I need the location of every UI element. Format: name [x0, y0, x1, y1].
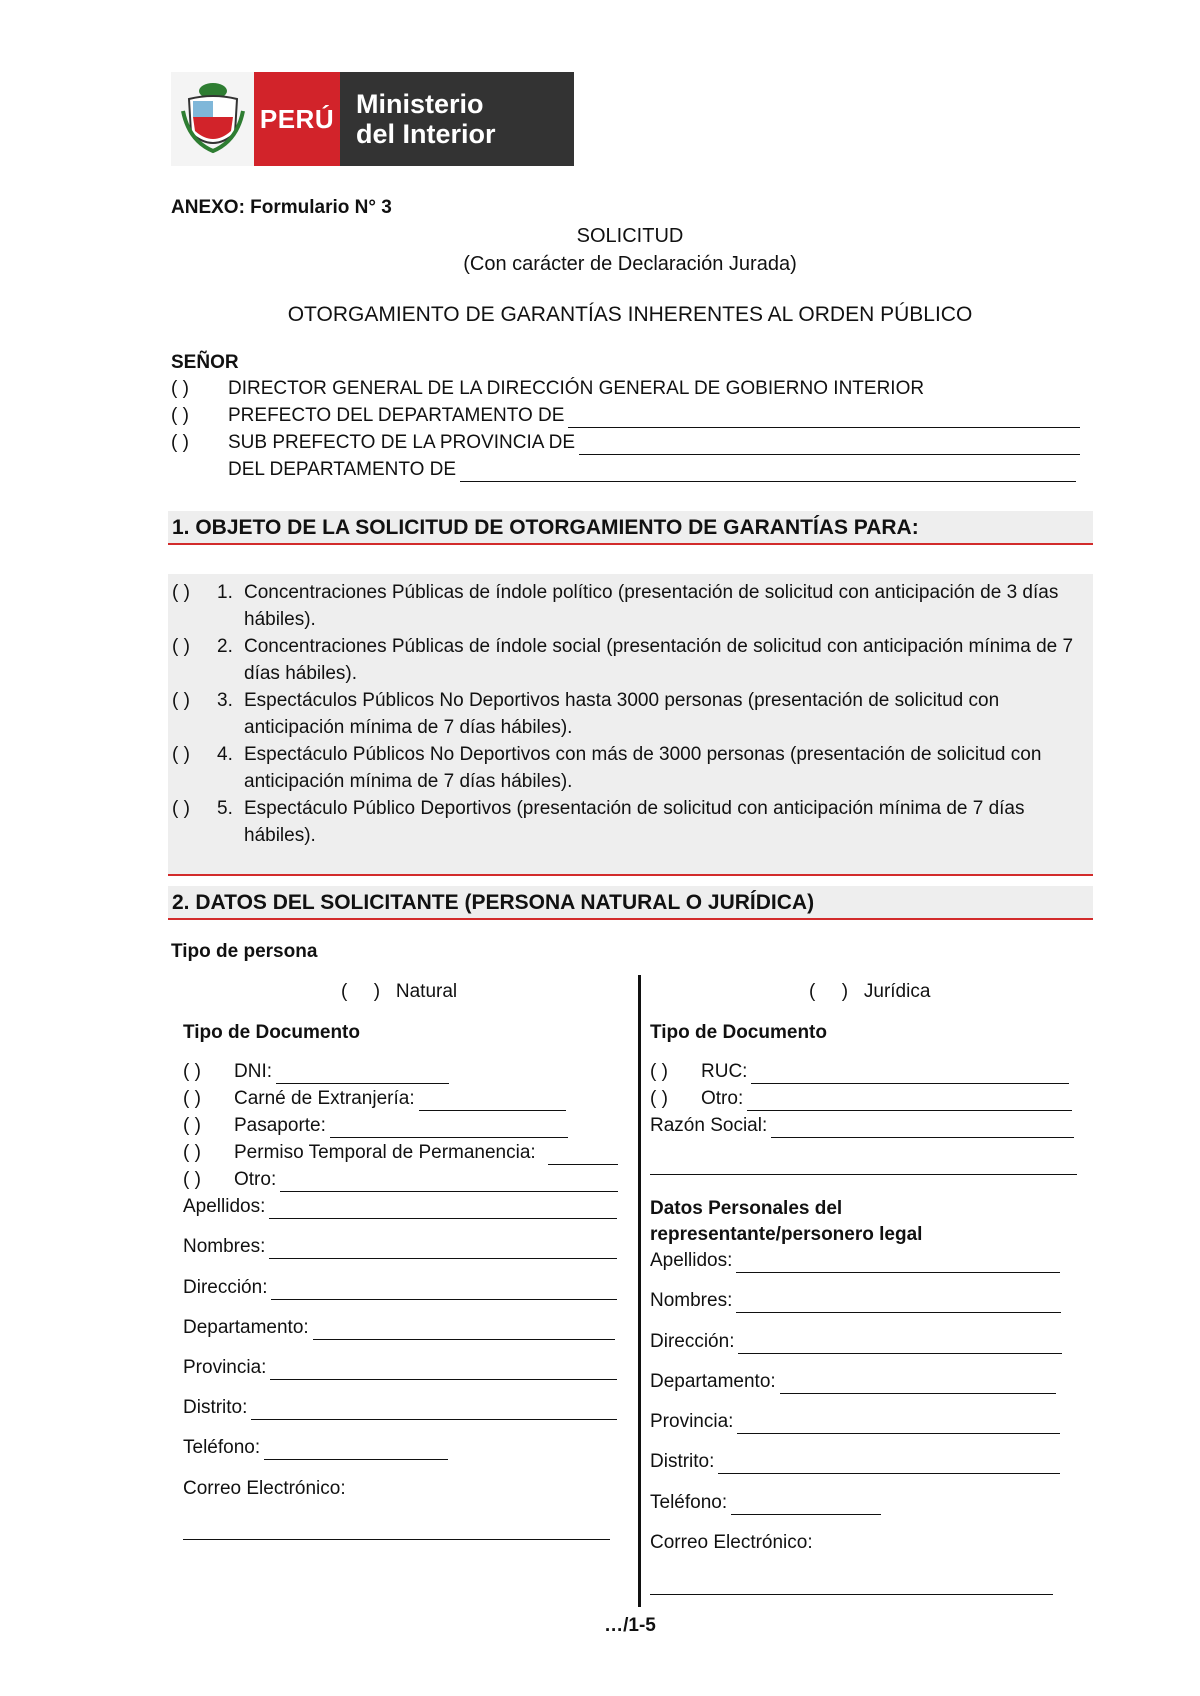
item-checkbox[interactable]: ( ) [172, 582, 190, 603]
direccion-natural-field[interactable] [183, 1276, 617, 1300]
doc-checkbox[interactable]: ( ) [650, 1061, 668, 1082]
item-number: 5. [217, 798, 233, 819]
razon-social-line-2[interactable] [650, 1174, 1077, 1175]
nombres-line[interactable] [269, 1238, 617, 1259]
razon-social-line[interactable] [771, 1117, 1074, 1138]
telefono-natural-field[interactable] [183, 1436, 448, 1460]
logo-country: PERÚ [254, 72, 340, 166]
razon-social-field[interactable] [650, 1114, 1074, 1138]
logo-ministry [340, 72, 574, 166]
section1-title: 1. OBJETO DE LA SOLICITUD DE OTORGAMIENTO DE GARANTÍAS PARA: [168, 511, 1093, 545]
rep-label-1: Datos Personales del [650, 1198, 843, 1219]
carne-field[interactable] [234, 1087, 566, 1111]
prefecto-field[interactable] [228, 404, 1080, 428]
item-number: 2. [217, 636, 233, 657]
form-subtitle: (Con carácter de Declaración Jurada) [463, 253, 797, 275]
correo-rep-label: Correo Electrónico: [650, 1532, 813, 1553]
item-number: 3. [217, 690, 233, 711]
carne-line[interactable] [419, 1090, 566, 1111]
otro-juridica-line[interactable] [747, 1090, 1072, 1111]
item-checkbox[interactable]: ( ) [172, 744, 190, 765]
doc-checkbox[interactable]: ( ) [183, 1088, 201, 1109]
column-divider [638, 975, 641, 1607]
provincia-label: Provincia: [650, 1411, 734, 1432]
item-checkbox[interactable]: ( ) [172, 636, 190, 657]
addressee-label: SEÑOR [171, 352, 239, 373]
ruc-line[interactable] [751, 1063, 1069, 1084]
distrito-label: Distrito: [183, 1397, 248, 1418]
departamento-label: Departamento: [650, 1371, 776, 1392]
pasaporte-label: Pasaporte: [234, 1115, 326, 1136]
dni-field[interactable] [234, 1060, 449, 1084]
correo-natural-label: Correo Electrónico: [183, 1478, 346, 1499]
ruc-label: RUC: [701, 1061, 748, 1082]
departamento-line[interactable] [313, 1319, 615, 1340]
natural-option[interactable]: ( ) Natural [341, 981, 458, 1002]
otro-juridica-label: Otro: [701, 1088, 744, 1109]
prefecto-label: PREFECTO DEL DEPARTAMENTO DE [228, 405, 565, 426]
doc-checkbox[interactable]: ( ) [183, 1115, 201, 1136]
logo-ministry-line1: Ministerio [356, 89, 484, 119]
nombres-label: Nombres: [650, 1290, 733, 1311]
addressee-checkbox[interactable]: ( ) [171, 432, 189, 453]
item-checkbox[interactable]: ( ) [172, 690, 190, 711]
item-text: Espectáculos Públicos No Deportivos hasta 3000 personas (presentación de solicitud con anticipación mínima de 7 días hábiles). [244, 690, 1000, 738]
apellidos-natural-field[interactable] [183, 1195, 617, 1219]
otro-natural-line[interactable] [280, 1171, 618, 1192]
item-text: Concentraciones Públicas de índole social (presentación de solicitud con anticipación mínima de 7 días hábiles). [244, 636, 1074, 684]
nombres-rep-field[interactable] [650, 1289, 1061, 1313]
form-title: SOLICITUD [576, 225, 684, 247]
telefono-label: Teléfono: [183, 1437, 261, 1458]
section2-title: 2. DATOS DEL SOLICITANTE (PERSONA NATURAL O JURÍDICA) [168, 886, 1093, 920]
item-text: Concentraciones Públicas de índole político (presentación de solicitud con anticipación de 3 días hábiles). [244, 582, 1059, 630]
apellidos-rep-field[interactable] [650, 1249, 1060, 1273]
departamento-rep-field[interactable] [650, 1370, 1056, 1394]
distrito-natural-field[interactable] [183, 1396, 617, 1420]
doc-checkbox[interactable]: ( ) [183, 1061, 201, 1082]
item-text: Espectáculo Público Deportivos (presentación de solicitud con anticipación mínima de 7 días hábiles). [244, 798, 1025, 846]
subprefecto-label: SUB PREFECTO DE LA PROVINCIA DE [228, 432, 576, 453]
otro-juridica-field[interactable] [701, 1087, 1072, 1111]
addressee-checkbox[interactable]: ( ) [171, 378, 189, 399]
pasaporte-field[interactable] [234, 1114, 568, 1138]
juridica-option[interactable]: ( ) Jurídica [809, 981, 931, 1002]
form-heading: OTORGAMIENTO DE GARANTÍAS INHERENTES AL ORDEN PÚBLICO [287, 303, 973, 326]
doc-checkbox[interactable]: ( ) [650, 1088, 668, 1109]
nombres-line[interactable] [736, 1292, 1061, 1313]
nombres-label: Nombres: [183, 1236, 266, 1257]
distrito-line[interactable] [251, 1399, 617, 1420]
person-type-label: Tipo de persona [171, 941, 318, 962]
addressee-checkbox[interactable]: ( ) [171, 405, 189, 426]
annex-label: ANEXO: Formulario N° 3 [171, 197, 392, 218]
page-number: …/1-5 [604, 1615, 656, 1636]
ptp-field[interactable] [234, 1141, 618, 1165]
direccion-label: Dirección: [650, 1331, 735, 1352]
apellidos-label: Apellidos: [183, 1196, 266, 1217]
doc-checkbox[interactable]: ( ) [183, 1169, 201, 1190]
apellidos-line[interactable] [736, 1252, 1060, 1273]
departamento-field[interactable] [228, 458, 1076, 482]
telefono-line[interactable] [731, 1494, 881, 1515]
direccion-line[interactable] [738, 1333, 1062, 1354]
provincia-line[interactable] [270, 1359, 617, 1380]
ptp-line[interactable] [548, 1144, 618, 1165]
correo-natural-line[interactable] [183, 1539, 610, 1540]
ministry-logo [171, 72, 574, 166]
dni-line[interactable] [276, 1063, 449, 1084]
departamento-label: Departamento: [183, 1317, 309, 1338]
correo-rep-line[interactable] [650, 1594, 1053, 1595]
provincia-line[interactable] [737, 1413, 1060, 1434]
logo-ministry-line2: del Interior [356, 119, 496, 149]
doc-checkbox[interactable]: ( ) [183, 1142, 201, 1163]
ptp-label: Permiso Temporal de Permanencia: [234, 1142, 536, 1163]
addressee-option-director: DIRECTOR GENERAL DE LA DIRECCIÓN GENERAL DE GOBIERNO INTERIOR [228, 378, 925, 399]
razon-social-label: Razón Social: [650, 1115, 768, 1136]
provincia-natural-field[interactable] [183, 1356, 617, 1380]
ruc-field[interactable] [701, 1060, 1069, 1084]
departamento-line[interactable] [780, 1373, 1056, 1394]
otro-natural-label: Otro: [234, 1169, 277, 1190]
distrito-label: Distrito: [650, 1451, 715, 1472]
apellidos-label: Apellidos: [650, 1250, 733, 1271]
apellidos-line[interactable] [269, 1198, 617, 1219]
item-number: 4. [217, 744, 233, 765]
juridica-doc-type-label: Tipo de Documento [650, 1022, 827, 1043]
telefono-label: Teléfono: [650, 1492, 728, 1513]
otro-natural-field[interactable] [234, 1168, 618, 1192]
nombres-natural-field[interactable] [183, 1235, 617, 1259]
direccion-rep-field[interactable] [650, 1330, 1062, 1354]
rep-label-2: representante/personero legal [650, 1224, 923, 1245]
distrito-rep-field[interactable] [650, 1450, 1060, 1474]
natural-doc-type-label: Tipo de Documento [183, 1022, 360, 1043]
carne-label: Carné de Extranjería: [234, 1088, 415, 1109]
telefono-rep-field[interactable] [650, 1491, 881, 1515]
telefono-line[interactable] [264, 1439, 448, 1460]
coat-of-arms-icon [171, 72, 254, 166]
departamento-label: DEL DEPARTAMENTO DE [228, 459, 457, 480]
subprefecto-line[interactable] [579, 434, 1080, 455]
item-text: Espectáculo Públicos No Deportivos con más de 3000 personas (presentación de solicitud con anticipación mínima de 7 días hábiles). [244, 744, 1042, 792]
prefecto-line[interactable] [568, 407, 1080, 428]
departamento-line[interactable] [460, 461, 1076, 482]
pasaporte-line[interactable] [330, 1117, 568, 1138]
provincia-label: Provincia: [183, 1357, 267, 1378]
direccion-line[interactable] [271, 1279, 617, 1300]
item-checkbox[interactable]: ( ) [172, 798, 190, 819]
direccion-label: Dirección: [183, 1277, 268, 1298]
item-number: 1. [217, 582, 233, 603]
dni-label: DNI: [234, 1061, 272, 1082]
subprefecto-field[interactable] [228, 431, 1080, 455]
provincia-rep-field[interactable] [650, 1410, 1060, 1434]
distrito-line[interactable] [718, 1453, 1060, 1474]
departamento-natural-field[interactable] [183, 1316, 615, 1340]
